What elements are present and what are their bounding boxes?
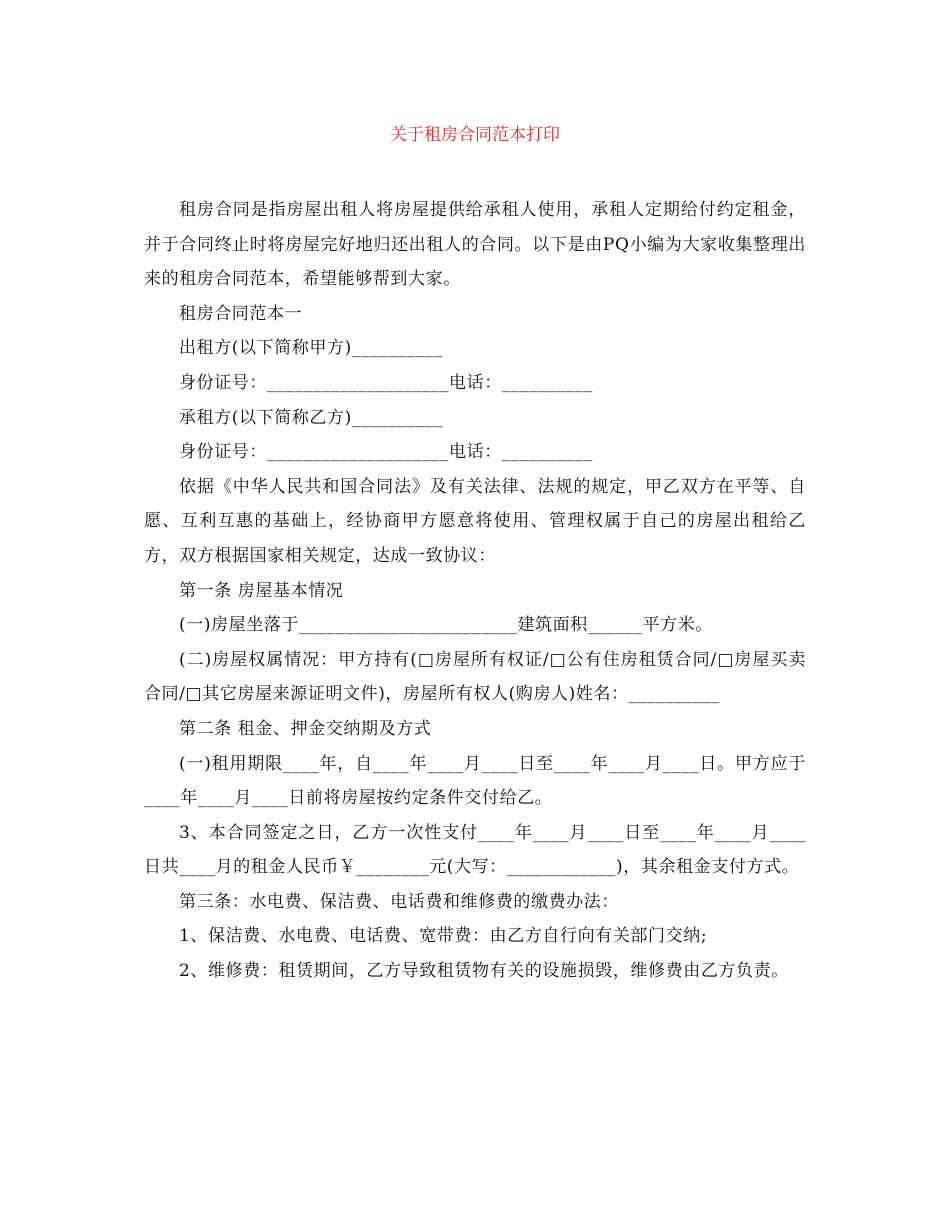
paragraph-lessee-id: 身份证号：____________________电话：__________: [179, 442, 593, 463]
paragraph-lease-term: (一)租用期限____年，自____年____月____日至____年____月____日。甲方应于____年____月____日前将房屋按约定条件交付给乙。: [144, 753, 806, 809]
paragraph-basis: 依据《中华人民共和国合同法》及有关法律、法规的规定，甲乙双方在平等、自愿、互利互惠的基础上，经协商甲方愿意将使用、管理权属于自己的房屋出租给乙方，双方根据国家相关规定，达成一致协议：: [144, 476, 806, 566]
paragraph-lessee: 承租方(以下简称乙方)__________: [179, 407, 443, 428]
paragraph-lessor-id: 身份证号：____________________电话：__________: [179, 372, 593, 393]
paragraph-location: (一)房屋坐落于________________________建筑面积______平方米。: [179, 615, 713, 636]
document-body: [144, 193, 806, 989]
paragraph-ownership: (二)房屋权属情况：甲方持有(□房屋所有权证/□公有住房租赁合同/□房屋买卖合同/□其它房屋来源证明文件)，房屋所有权人(购房人)姓名：__________: [144, 649, 806, 705]
paragraph-repairs: 2、维修费：租赁期间，乙方导致租赁物有关的设施损毁，维修费由乙方负责。: [179, 961, 789, 982]
paragraph-template-heading: 租房合同范本一: [179, 303, 303, 324]
paragraph-lessor: 出租方(以下简称甲方)__________: [179, 338, 443, 359]
paragraph-article-2: 第二条 租金、押金交纳期及方式: [179, 718, 432, 739]
paragraph-utilities: 1、保洁费、水电费、电话费、宽带费：由乙方自行向有关部门交纳;: [179, 926, 708, 947]
paragraph-intro: 租房合同是指房屋出租人将房屋提供给承租人使用，承租人定期给付约定租金，并于合同终止时将房屋完好地归还出租人的合同。以下是由PQ小编为大家收集整理出来的租房合同范本，希望能够帮到大家。: [144, 200, 806, 290]
paragraph-rent-payment: 3、本合同签定之日，乙方一次性支付____年____月____日至____年____月____日共____月的租金人民币￥________元(大写：____________)，其余租金支付方式。: [144, 822, 806, 878]
document-title: 关于租房合同范本打印: [390, 125, 560, 145]
paragraph-article-3: 第三条：水电费、保洁费、电话费和维修费的缴费办法：: [179, 891, 619, 912]
paragraph-article-1: 第一条 房屋基本情况: [179, 580, 344, 601]
